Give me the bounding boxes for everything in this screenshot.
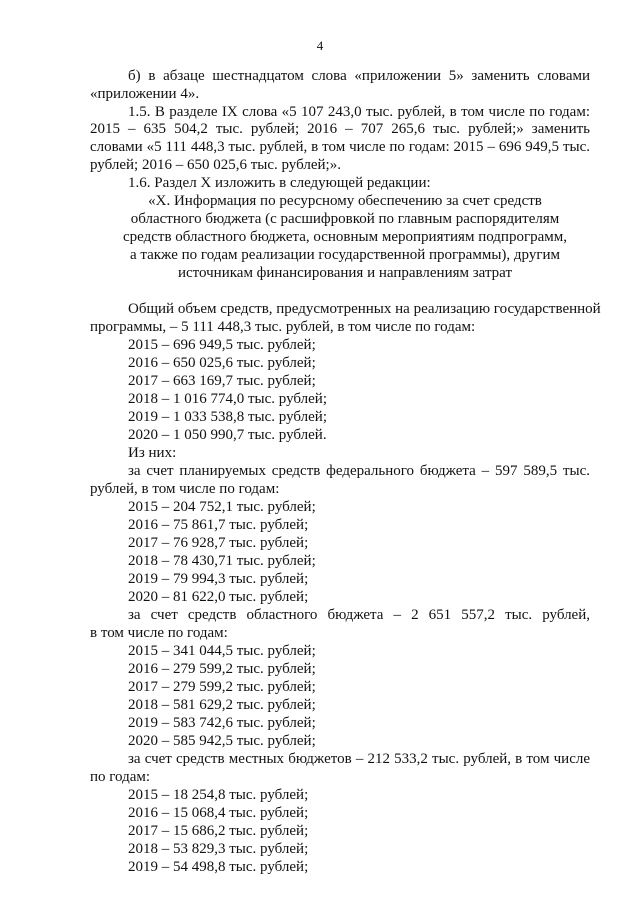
text-line: словами «5 111 448,3 тыс. рублей, в том числе по годам: 2015 – 696 949,5 тыс. xyxy=(90,139,590,155)
text-line: «приложении 4». xyxy=(90,86,200,102)
text-line: рублей; 2016 – 650 025,6 тыс. рублей;». xyxy=(90,157,341,173)
section-heading-line: областного бюджета (с расшифровкой по главным распорядителям xyxy=(130,211,560,227)
list-item: 2015 – 341 044,5 тыс. рублей; xyxy=(128,643,316,659)
list-item: 2018 – 53 829,3 тыс. рублей; xyxy=(128,841,309,857)
list-item: 2015 – 18 254,8 тыс. рублей; xyxy=(128,787,309,803)
list-item: 2020 – 1 050 990,7 тыс. рублей. xyxy=(128,427,327,443)
list-item: 2018 – 581 629,2 тыс. рублей; xyxy=(128,697,316,713)
text-line: 1.5. В разделе IX слова «5 107 243,0 тыс. рублей, в том числе по годам: xyxy=(128,104,590,120)
list-item: 2017 – 76 928,7 тыс. рублей; xyxy=(128,535,309,551)
section-heading-line: средств областного бюджета, основным мероприятиям подпрограмм, xyxy=(122,229,567,245)
list-item: 2020 – 585 942,5 тыс. рублей; xyxy=(128,733,316,749)
list-item: 2016 – 650 025,6 тыс. рублей; xyxy=(128,355,316,371)
text-line: Из них: xyxy=(128,445,177,461)
list-item: 2017 – 15 686,2 тыс. рублей; xyxy=(128,823,309,839)
text-line: 2015 – 635 504,2 тыс. рублей; 2016 – 707 265,6 тыс. рублей;» заменить xyxy=(90,121,590,137)
list-item: 2020 – 81 622,0 тыс. рублей; xyxy=(128,589,309,605)
list-item: 2018 – 78 430,71 тыс. рублей; xyxy=(128,553,316,569)
list-item: 2017 – 663 169,7 тыс. рублей; xyxy=(128,373,316,389)
list-item: 2017 – 279 599,2 тыс. рублей; xyxy=(128,679,316,695)
text-line: рублей, в том числе по годам: xyxy=(90,481,280,497)
list-item: 2015 – 696 949,5 тыс. рублей; xyxy=(128,337,316,353)
list-item: 2018 – 1 016 774,0 тыс. рублей; xyxy=(128,391,327,407)
text-line: за счет средств местных бюджетов – 212 533,2 тыс. рублей, в том числе xyxy=(128,751,590,767)
section-heading-line: «X. Информация по ресурсному обеспечению за счет средств xyxy=(148,193,542,209)
text-line: в том числе по годам: xyxy=(90,625,228,641)
text-line: программы, – 5 111 448,3 тыс. рублей, в том числе по годам: xyxy=(90,319,476,335)
list-item: 2019 – 583 742,6 тыс. рублей; xyxy=(128,715,316,731)
list-item: 2019 – 79 994,3 тыс. рублей; xyxy=(128,571,309,587)
list-item: 2016 – 279 599,2 тыс. рублей; xyxy=(128,661,316,677)
text-line: Общий объем средств, предусмотренных на реализацию государственной xyxy=(128,301,601,317)
list-item: 2016 – 15 068,4 тыс. рублей; xyxy=(128,805,309,821)
text-line: за счет планируемых средств федерального бюджета – 597 589,5 тыс. xyxy=(128,463,590,479)
text-line: по годам: xyxy=(90,769,151,785)
list-item: 2015 – 204 752,1 тыс. рублей; xyxy=(128,499,316,515)
section-heading-line: а также по годам реализации государственной программы), другим xyxy=(129,247,561,263)
list-item: 2016 – 75 861,7 тыс. рублей; xyxy=(128,517,309,533)
text-line: 1.6. Раздел X изложить в следующей редакции: xyxy=(128,175,431,191)
text-line: б) в абзаце шестнадцатом слова «приложении 5» заменить словами xyxy=(128,68,590,84)
list-item: 2019 – 54 498,8 тыс. рублей; xyxy=(128,859,309,875)
section-heading-line: источникам финансирования и направлениям затрат xyxy=(177,265,513,281)
list-item: 2019 – 1 033 538,8 тыс. рублей; xyxy=(128,409,327,425)
page-number: 4 xyxy=(316,38,324,53)
text-line: за счет средств областного бюджета – 2 651 557,2 тыс. рублей, xyxy=(128,607,590,623)
